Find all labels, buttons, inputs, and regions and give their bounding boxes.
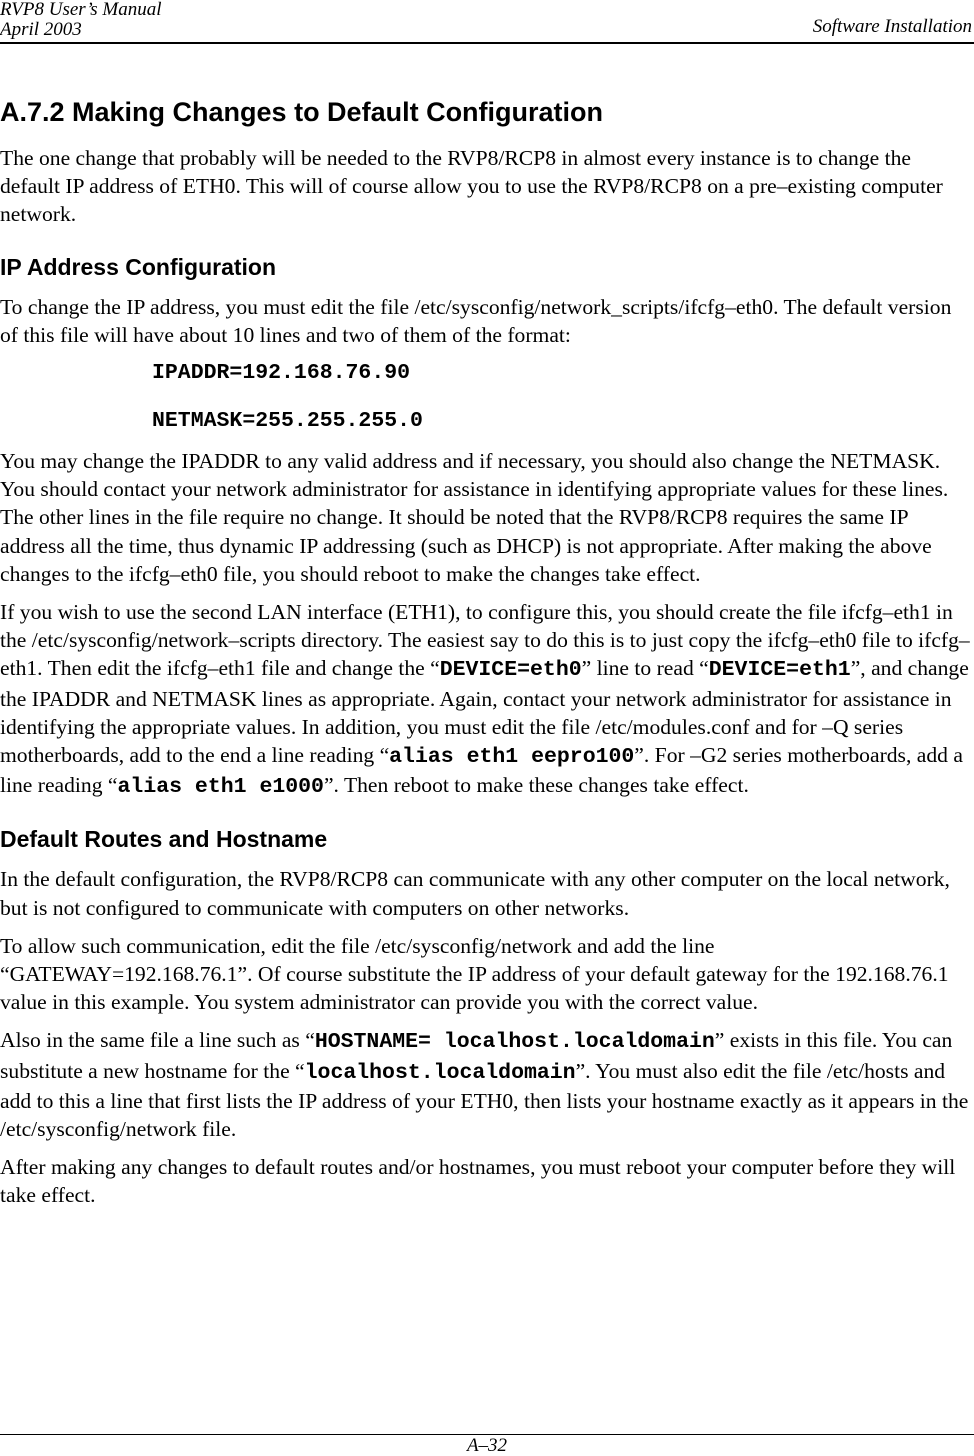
code-localhost: localhost.localdomain (304, 1060, 576, 1085)
text-run: If you wish to use the second LAN interface (ETH1), to configure this, you should create the file ifcfg–eth1 in the /etc/sysconfig/network–scripts directory. The easiest say to do this is to just copy the ifcfg–eth0 file to ifcfg–eth1. Then edit the ifcfg–eth1 file and change the “ (0, 600, 970, 681)
code-line-netmask: NETMASK=255.255.255.0 (152, 409, 423, 434)
code-alias-e1000: alias eth1 e1000 (117, 775, 324, 800)
routes-paragraph-3 (0, 1026, 972, 1143)
routes-heading: Default Routes and Hostname (0, 826, 328, 853)
page-number: A–32 (466, 1435, 508, 1456)
section-heading: A.7.2 Making Changes to Default Configuration (0, 97, 604, 127)
text-run: ”. You must also edit the file /etc/hosts and add to this a line that first lists the IP address of your ETH0, then lists your hostname exactly as it appears in the /etc/sysconfig/network file. (0, 1058, 969, 1142)
code-line-ipaddr: IPADDR=192.168.76.90 (152, 361, 411, 386)
text-run: ”, and change the IPADDR and NETMASK lines as appropriate. Again, contact your network administrator for assistance in identifying the appropriate values. In addition, you must edit the file /etc/modules.conf and for –Q series motherboards, add to the end a line reading “ (0, 656, 969, 768)
manual-title: RVP8 User’s Manual (0, 0, 162, 20)
intro-paragraph: The one change that probably will be needed to the RVP8/RCP8 in almost every instance is to change the default IP address of ETH0. This will of course allow you to use the RVP8/RCP8 on a pre–existing computer network. (0, 146, 943, 227)
text-run: Also in the same file a line such as “ (0, 1028, 315, 1053)
page-content (0, 94, 972, 1220)
code-device-eth0: DEVICE=eth0 (439, 658, 582, 683)
ip-config-paragraph-3 (0, 598, 972, 801)
manual-date: April 2003 (0, 19, 82, 40)
ip-config-paragraph-2: You may change the IPADDR to any valid address and if necessary, you should also change the NETMASK. You should contact your network administrator for assistance in identifying appropriate values for these lines. The other lines in the file require no change. It should be noted that the RVP8/RCP8 requires the same IP address all the time, thus dynamic IP addressing (such as DHCP) is not appropriate. After making the above changes to the ifcfg–eth0 file, you should reboot to make the changes take effect. (0, 449, 949, 586)
section-title: Software Installation (812, 16, 972, 37)
text-run: ”. Then reboot to make these changes take effect. (323, 773, 749, 798)
ip-config-heading: IP Address Configuration (0, 253, 277, 280)
code-device-eth1: DEVICE=eth1 (708, 658, 851, 683)
code-hostname: HOSTNAME= localhost.localdomain (314, 1030, 715, 1055)
text-run: ” exists in this file. You can substitute a new hostname for the “ (0, 1028, 953, 1083)
code-alias-eepro100: alias eth1 eepro100 (389, 745, 635, 770)
routes-paragraph-4: After making any changes to default routes and/or hostnames, you must reboot your computer before they will take effect. (0, 1155, 956, 1208)
routes-paragraph-2: To allow such communication, edit the file /etc/sysconfig/network and add the line “GATEWAY=192.168.76.1”. Of course substitute the IP address of your default gateway for the 192.168.76.1 value in this example. You system administrator can provide you with the correct value. (0, 933, 949, 1015)
header-left (0, 0, 162, 40)
ip-config-paragraph-1: To change the IP address, you must edit the file /etc/sysconfig/network_scripts/ifcfg–eth0. The default version of this file will have about 10 lines and two of them of the format: (0, 294, 952, 347)
text-run: ”. For –G2 series motherboards, add a line reading “ (0, 743, 963, 798)
page-header (0, 0, 974, 44)
routes-paragraph-1: In the default configuration, the RVP8/RCP8 can communicate with any other computer on the local network, but is not configured to communicate with computers on other networks. (0, 867, 950, 920)
text-run: ” line to read “ (581, 656, 709, 681)
